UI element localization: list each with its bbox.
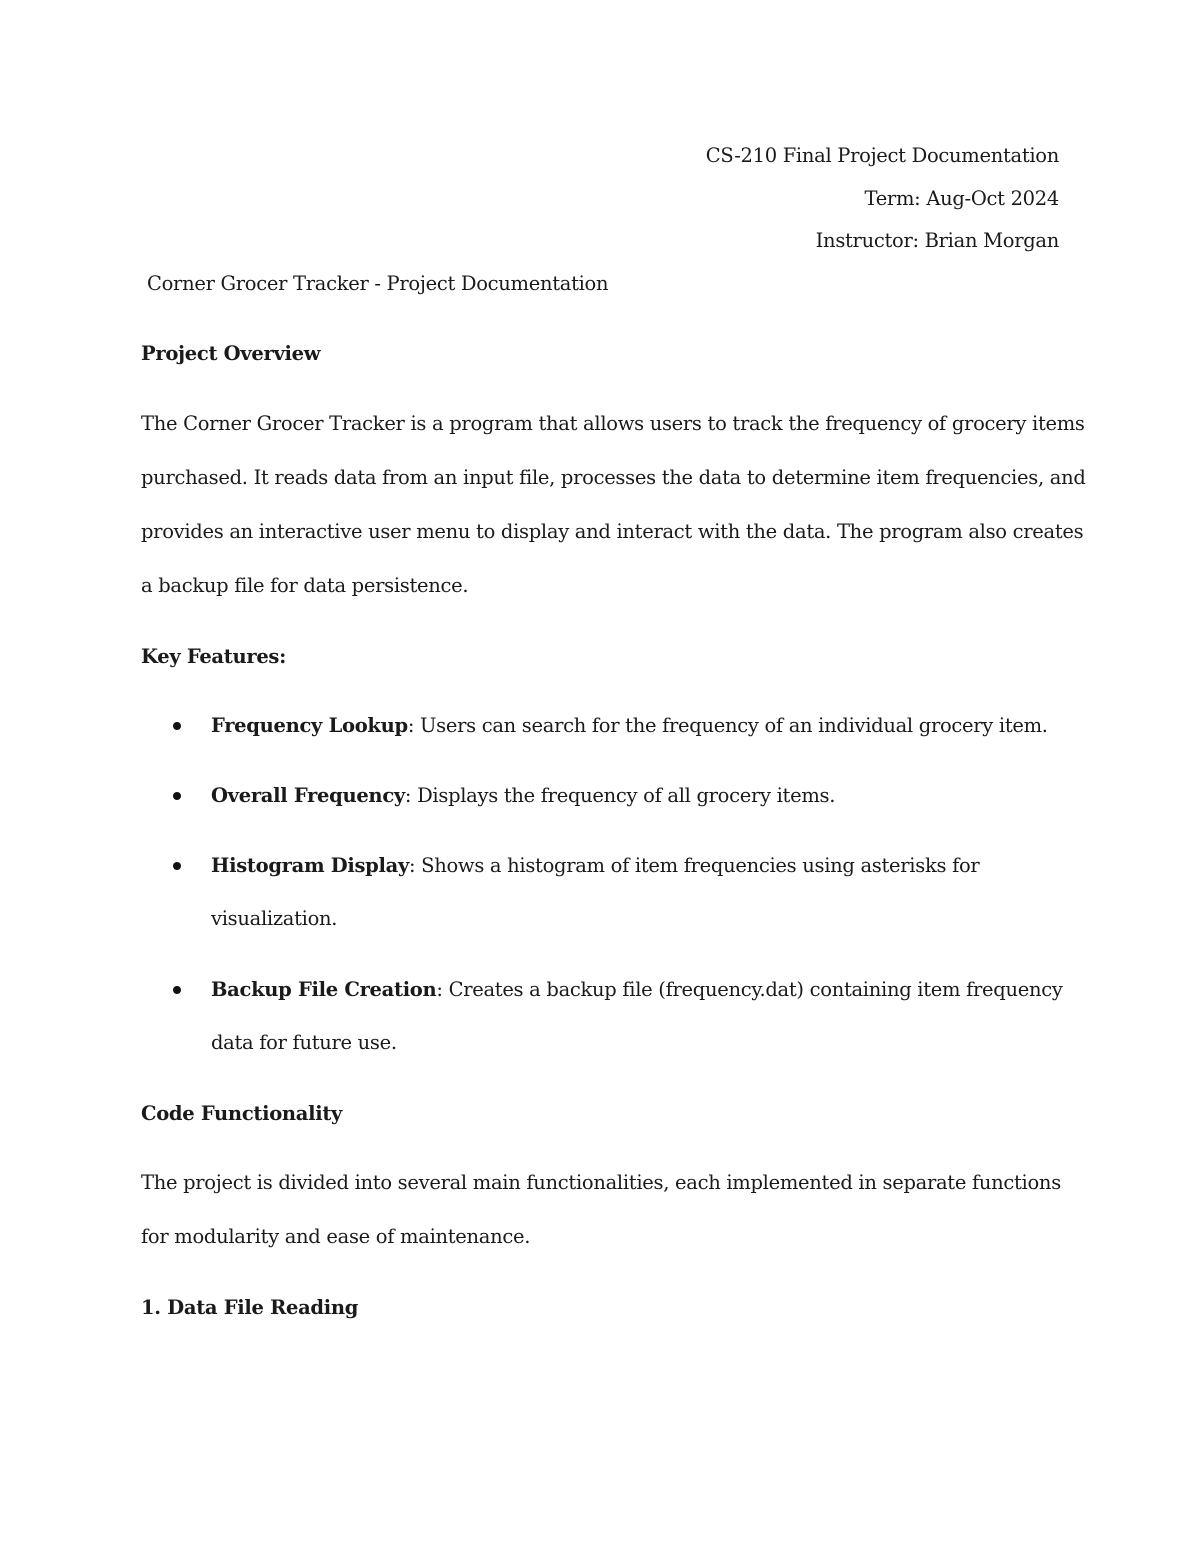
feature-label: Frequency Lookup xyxy=(211,714,408,737)
overview-line: purchased. It reads data from an input file, processes the data to determine item frequencies, and xyxy=(141,466,1086,489)
course-line: CS-210 Final Project Documentation xyxy=(705,144,1059,167)
bullet-icon xyxy=(173,792,181,800)
feature-description: : Users can search for the frequency of an individual grocery item. xyxy=(407,714,1048,737)
bullet-icon xyxy=(173,986,181,994)
overview-line: a backup file for data persistence. xyxy=(141,574,469,597)
document-title: Corner Grocer Tracker - Project Documentation xyxy=(147,272,609,295)
feature-item xyxy=(211,713,1048,739)
feature-label: Backup File Creation xyxy=(211,978,437,1001)
feature-description-continued: data for future use. xyxy=(211,1031,397,1054)
feature-item xyxy=(211,977,1063,1003)
overview-line: provides an interactive user menu to display and interact with the data. The program also creates xyxy=(141,520,1084,543)
term-line: Term: Aug-Oct 2024 xyxy=(864,187,1059,210)
bullet-icon xyxy=(173,722,181,730)
overview-line: The Corner Grocer Tracker is a program that allows users to track the frequency of grocery items xyxy=(141,412,1085,435)
bullet-icon xyxy=(173,862,181,870)
code-functionality-line: for modularity and ease of maintenance. xyxy=(141,1225,531,1248)
feature-label: Overall Frequency xyxy=(211,784,405,807)
feature-description-continued: visualization. xyxy=(211,907,338,930)
overview-heading: Project Overview xyxy=(141,342,321,365)
features-heading: Key Features: xyxy=(141,645,287,668)
feature-item xyxy=(211,783,835,809)
code-functionality-heading: Code Functionality xyxy=(141,1102,343,1125)
code-functionality-line: The project is divided into several main functionalities, each implemented in separate functions xyxy=(141,1171,1061,1194)
feature-description: : Displays the frequency of all grocery items. xyxy=(404,784,836,807)
feature-label: Histogram Display xyxy=(211,854,409,877)
feature-description: : Shows a histogram of item frequencies using asterisks for xyxy=(409,854,980,877)
feature-description: : Creates a backup file (frequency.dat) containing item frequency xyxy=(436,978,1063,1001)
instructor-line: Instructor: Brian Morgan xyxy=(815,229,1059,252)
section-1-heading: 1. Data File Reading xyxy=(141,1296,359,1319)
feature-item xyxy=(211,853,979,879)
